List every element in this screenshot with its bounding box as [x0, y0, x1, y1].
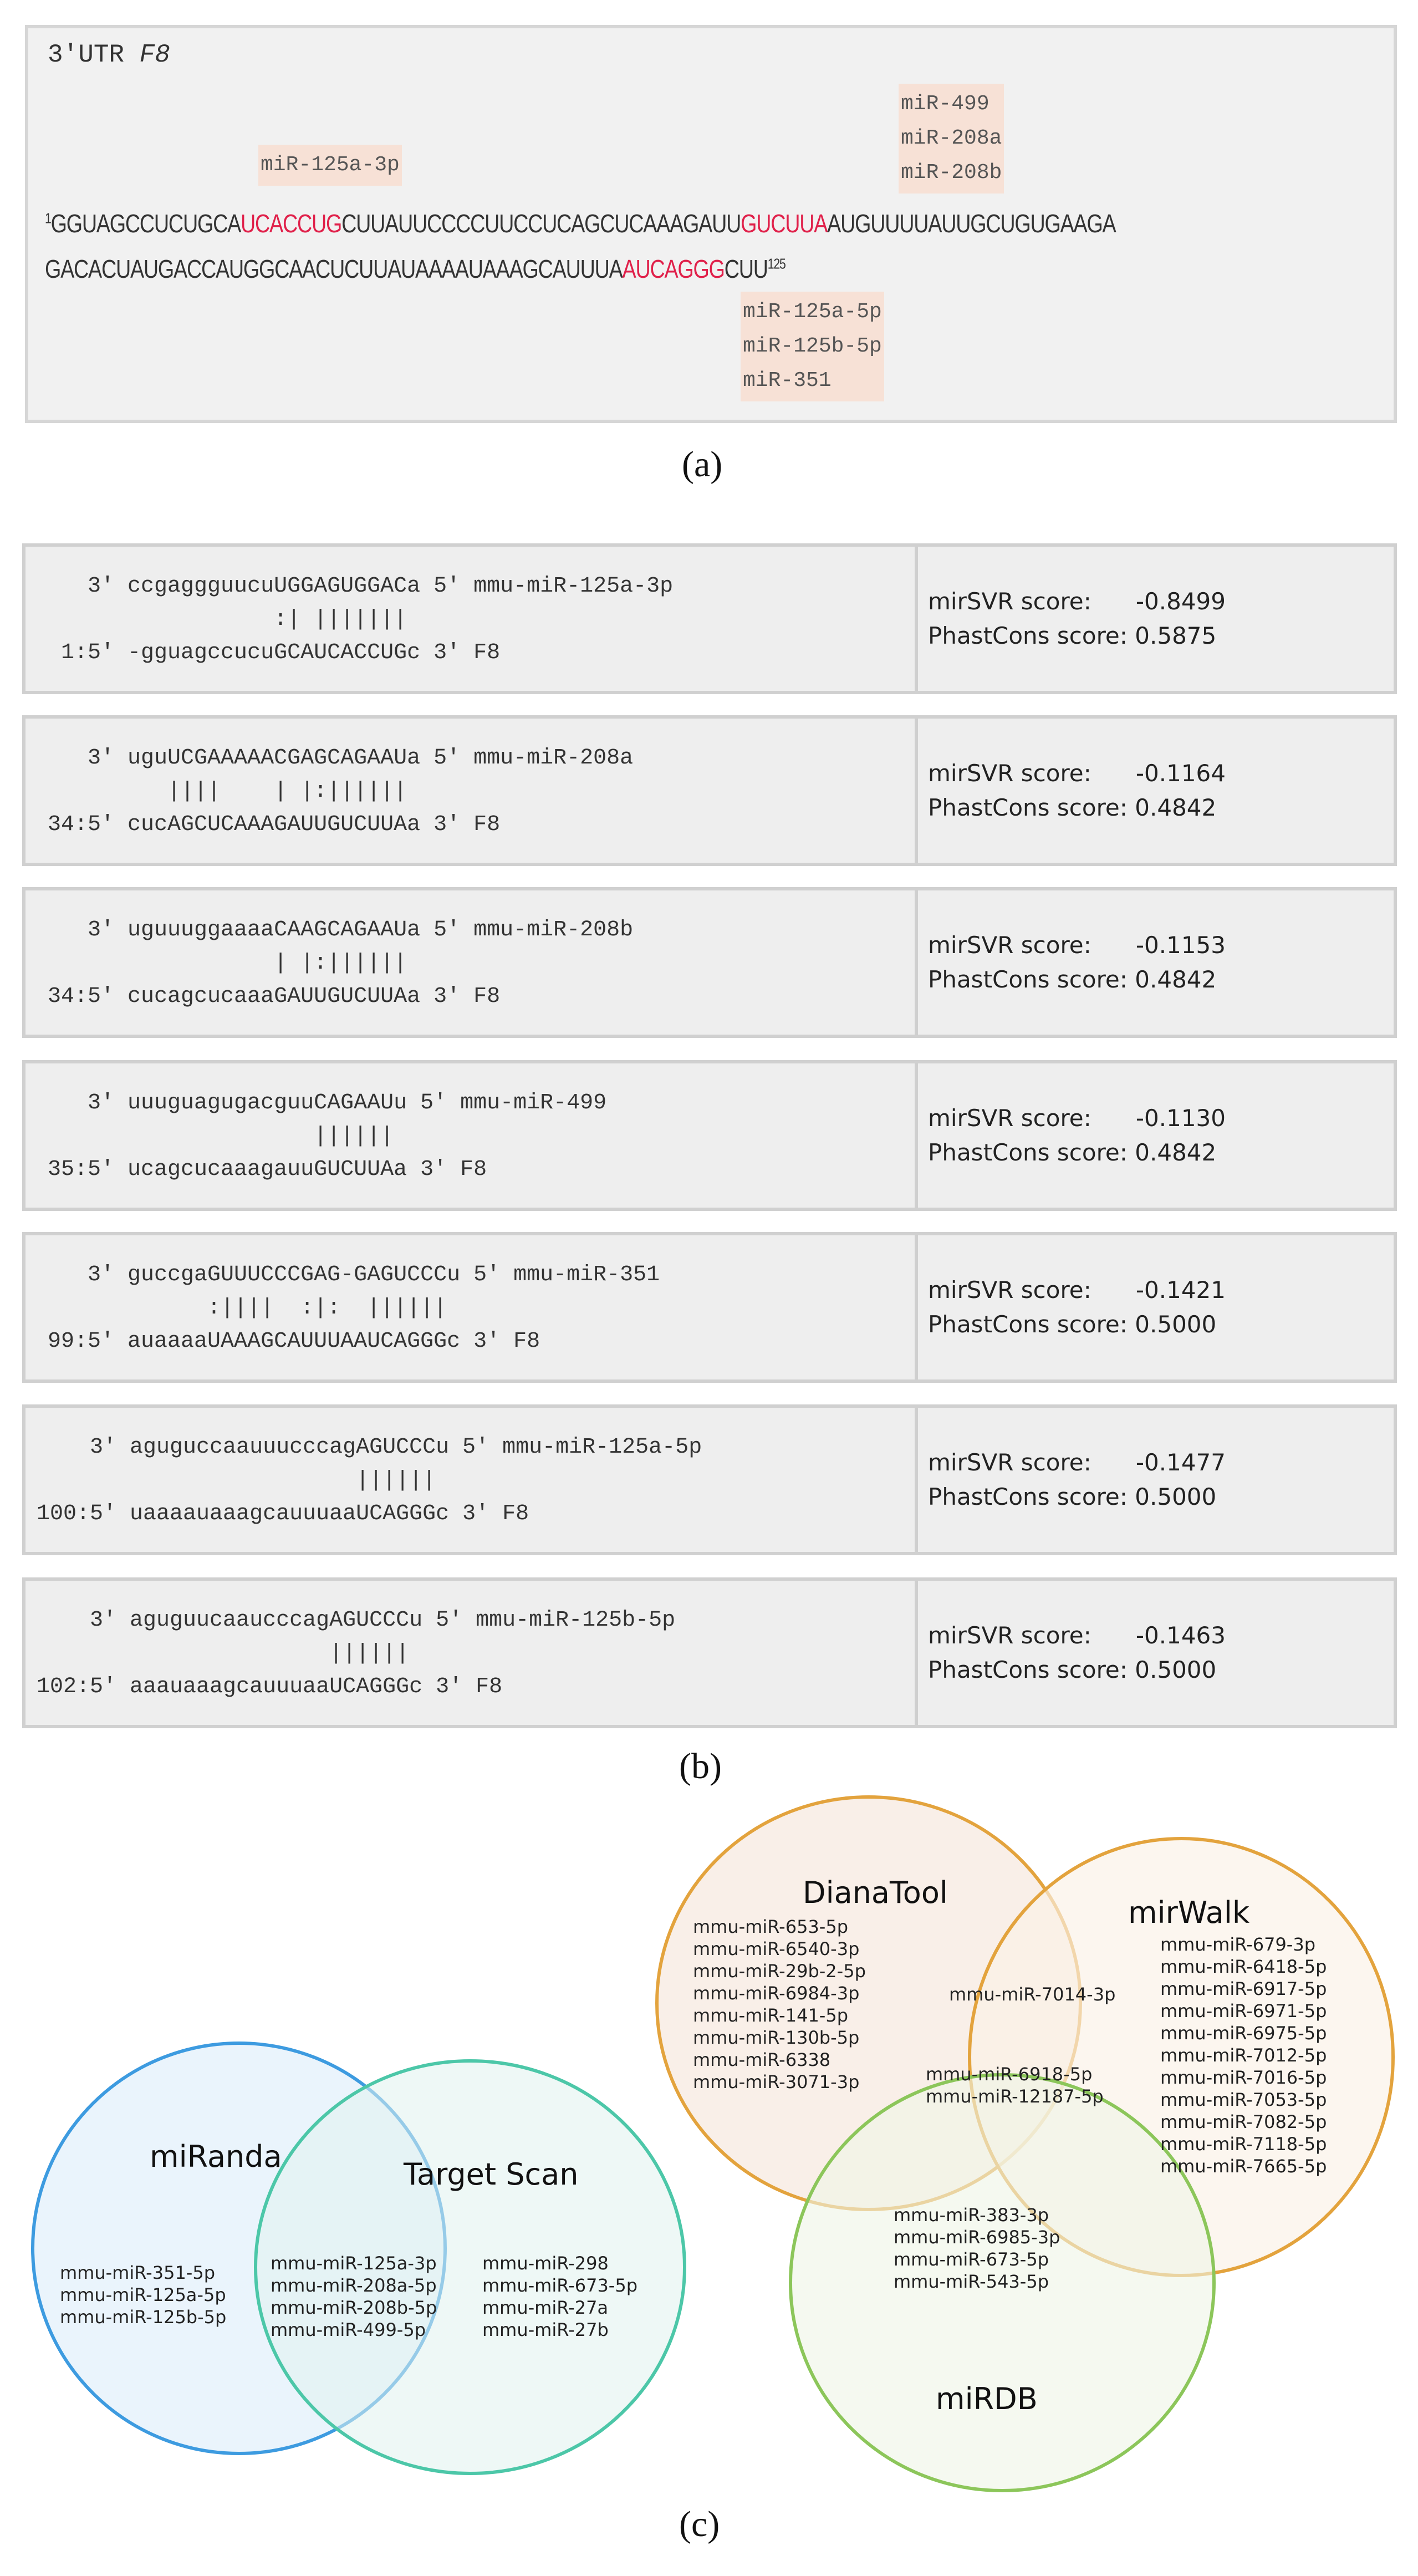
venn-item: mmu-miR-6418-5p	[1160, 1956, 1327, 1977]
score-value: -0.1153	[1135, 931, 1226, 959]
score-label: mirSVR score:	[928, 1449, 1091, 1476]
venn-item: mmu-miR-208a-5p	[271, 2275, 437, 2296]
venn-item: mmu-miR-6338	[693, 2049, 831, 2070]
venn-left	[33, 2043, 685, 2473]
score-label: mirSVR score:	[928, 760, 1091, 787]
venn-item: mmu-miR-6918-5p	[926, 2064, 1093, 2085]
score-label: mirSVR score:	[928, 1276, 1091, 1304]
target-strand: 99:5' auaaaaUAAAGCAUUUAAUCAGGGc 3' F8	[48, 1329, 540, 1354]
mir-tag: miR-125a-5p	[743, 300, 882, 324]
mirna-strand: 3' uguUCGAAAAACGAGCAGAAUa 5' mmu-miR-208a	[48, 746, 634, 771]
score-label: PhastCons score:	[928, 966, 1128, 993]
score-label: PhastCons score:	[928, 794, 1128, 821]
venn-item: mmu-miR-7665-5p	[1160, 2156, 1327, 2177]
score-value: -0.8499	[1135, 588, 1226, 615]
score-label: PhastCons score:	[928, 1656, 1128, 1683]
miranda-title: miRanda	[150, 2139, 282, 2174]
venn-item: mmu-miR-499-5p	[271, 2319, 426, 2340]
venn-item: mmu-miR-7053-5p	[1160, 2089, 1327, 2110]
venn-item: mmu-miR-653-5p	[693, 1916, 849, 1937]
venn-item: mmu-miR-6984-3p	[693, 1983, 860, 2004]
venn-item: mmu-miR-7014-3p	[949, 1984, 1116, 2005]
pairing-line: :|||| :|: ||||||	[48, 1296, 447, 1321]
venn-item: mmu-miR-6917-5p	[1160, 1978, 1327, 1999]
venn-item: mmu-miR-29b-2-5p	[693, 1961, 866, 1982]
venn-item: mmu-miR-3071-3p	[693, 2071, 860, 2093]
score-label: PhastCons score:	[928, 622, 1128, 649]
mir-tag: miR-499	[901, 92, 989, 116]
venn-item: mmu-miR-125a-5p	[60, 2284, 226, 2305]
targetscan-title: Target Scan	[404, 2157, 579, 2192]
venn-item: mmu-miR-125a-3p	[271, 2253, 437, 2274]
binding-site-1: UCACCUG	[241, 209, 342, 238]
target-strand: 1:5' -gguagccucuGCAUCACCUGc 3' F8	[48, 640, 501, 665]
mirna-strand: 3' uguuuggaaaaCAAGCAGAAUa 5' mmu-miR-208b	[48, 918, 634, 943]
score-value: 0.5000	[1135, 1311, 1217, 1338]
venn-item: mmu-miR-383-3p	[894, 2205, 1049, 2226]
score-label: PhastCons score:	[928, 1139, 1128, 1166]
score-value: 0.4842	[1135, 1139, 1217, 1166]
mir-tag: miR-351	[743, 369, 832, 393]
venn-item: mmu-miR-7012-5p	[1160, 2045, 1327, 2066]
venn-item: mmu-miR-679-3p	[1160, 1934, 1316, 1955]
target-strand: 34:5' cucAGCUCAAAGAUUGUCUUAa 3' F8	[48, 812, 501, 837]
mir-tag: miR-125b-5p	[743, 334, 882, 358]
venn-item: mmu-miR-12187-5p	[926, 2086, 1104, 2107]
target-strand: 34:5' cucagcucaaaGAUUGUCUUAa 3' F8	[48, 984, 501, 1009]
venn-item: mmu-miR-27b	[482, 2319, 609, 2340]
pairing-line: ||||||	[37, 1641, 410, 1666]
mirna-strand: 3' aguguucaaucccagAGUCCCu 5' mmu-miR-125b-5p	[37, 1608, 676, 1633]
score-label: PhastCons score:	[928, 1483, 1128, 1510]
start-index: 1	[45, 210, 51, 227]
score-label: mirSVR score:	[928, 588, 1091, 615]
venn-item: mmu-miR-6540-3p	[693, 1938, 860, 1959]
target-strand: 35:5' ucagcucaaagauuGUCUUAa 3' F8	[48, 1157, 487, 1182]
venn-item: mmu-miR-208b-5p	[271, 2297, 437, 2318]
mir-tag: miR-208b	[901, 161, 1002, 185]
binding-site-3: AUCAGGG	[622, 254, 725, 283]
venn-item: mmu-miR-298	[482, 2253, 609, 2274]
score-value: 0.5000	[1135, 1483, 1217, 1510]
score-value: -0.1130	[1135, 1104, 1226, 1132]
pairing-line: ||||||	[37, 1468, 436, 1493]
venn-item: mmu-miR-141-5p	[693, 2005, 849, 2026]
venn-item: mmu-miR-27a	[482, 2297, 609, 2318]
venn-item: mmu-miR-673-5p	[894, 2249, 1049, 2270]
seq-segment: CUUAUUCCCCUUCCUCAGCUCAAAGAUU	[341, 209, 741, 238]
score-label: mirSVR score:	[928, 1622, 1091, 1649]
mir-tag: miR-125a-3p	[261, 153, 400, 177]
mirna-strand: 3' uuuguagugacguuCAGAAUu 5' mmu-miR-499	[48, 1091, 607, 1116]
venn-item: mmu-miR-673-5p	[482, 2275, 638, 2296]
utr-title-prefix: 3′UTR	[48, 40, 140, 69]
venn-item: mmu-miR-125b-5p	[60, 2307, 227, 2328]
target-strand: 102:5' aaauaaagcauuuaaUCAGGGc 3' F8	[37, 1674, 503, 1699]
venn-right	[657, 1797, 1393, 2491]
mirna-strand: 3' aguguccaauuucccagAGUCCCu 5' mmu-miR-125a-5p	[37, 1435, 702, 1460]
seq-segment: AUGUUUUAUUGCUGUGAAGA	[827, 209, 1116, 238]
score-value: 0.4842	[1135, 966, 1217, 993]
score-label: PhastCons score:	[928, 1311, 1128, 1338]
score-label: mirSVR score:	[928, 1104, 1091, 1132]
dianatool-title: DianaTool	[803, 1875, 948, 1910]
caption-c: (c)	[679, 2504, 720, 2544]
score-value: -0.1463	[1135, 1622, 1226, 1649]
pairing-line: |||| | |:||||||	[48, 779, 407, 804]
pairing-line: | |:||||||	[48, 951, 407, 976]
score-value: 0.5000	[1135, 1656, 1217, 1683]
score-value: 0.4842	[1135, 794, 1217, 821]
venn-item: mmu-miR-7082-5p	[1160, 2111, 1327, 2132]
score-value: 0.5875	[1135, 622, 1217, 649]
mirna-strand: 3' ccgaggguucuUGGAGUGGACa 5' mmu-miR-125a-3p	[48, 574, 674, 599]
venn-item: mmu-miR-7118-5p	[1160, 2134, 1327, 2155]
binding-site-2: GUCUUA	[741, 209, 828, 238]
venn-item: mmu-miR-6985-3p	[894, 2227, 1060, 2248]
score-value: -0.1421	[1135, 1276, 1226, 1304]
mirwalk-title: mirWalk	[1128, 1895, 1250, 1930]
mirna-strand: 3' guccgaGUUUCCCGAG-GAGUCCCu 5' mmu-miR-351	[48, 1262, 660, 1287]
pairing-line: :| |||||||	[48, 607, 407, 632]
end-index: 125	[767, 255, 785, 272]
venn-item: mmu-miR-130b-5p	[693, 2027, 860, 2048]
pairing-line: ||||||	[48, 1124, 394, 1149]
venn-item: mmu-miR-7016-5p	[1160, 2067, 1327, 2088]
target-strand: 100:5' uaaaauaaagcauuuaaUCAGGGc 3' F8	[37, 1501, 529, 1526]
venn-item: mmu-miR-6971-5p	[1160, 2000, 1327, 2022]
mirdb-title: miRDB	[936, 2381, 1038, 2416]
venn-item: mmu-miR-351-5p	[60, 2262, 216, 2283]
seq-segment: GACACUAUGACCAUGGCAACUCUUAUAAAAUAAAGCAUUUA	[45, 254, 623, 283]
score-label: mirSVR score:	[928, 931, 1091, 959]
utr-gene-name: F8	[139, 40, 170, 69]
caption-a: (a)	[682, 444, 723, 485]
venn-item: mmu-miR-543-5p	[894, 2271, 1049, 2292]
score-value: -0.1164	[1135, 760, 1226, 787]
venn-item: mmu-miR-6975-5p	[1160, 2023, 1327, 2044]
mir-tag: miR-208a	[901, 126, 1002, 150]
score-value: -0.1477	[1135, 1449, 1226, 1476]
seq-segment: CUU	[724, 254, 768, 283]
seq-segment: GGUAGCCUCUGCA	[50, 209, 241, 238]
caption-b: (b)	[679, 1746, 722, 1786]
